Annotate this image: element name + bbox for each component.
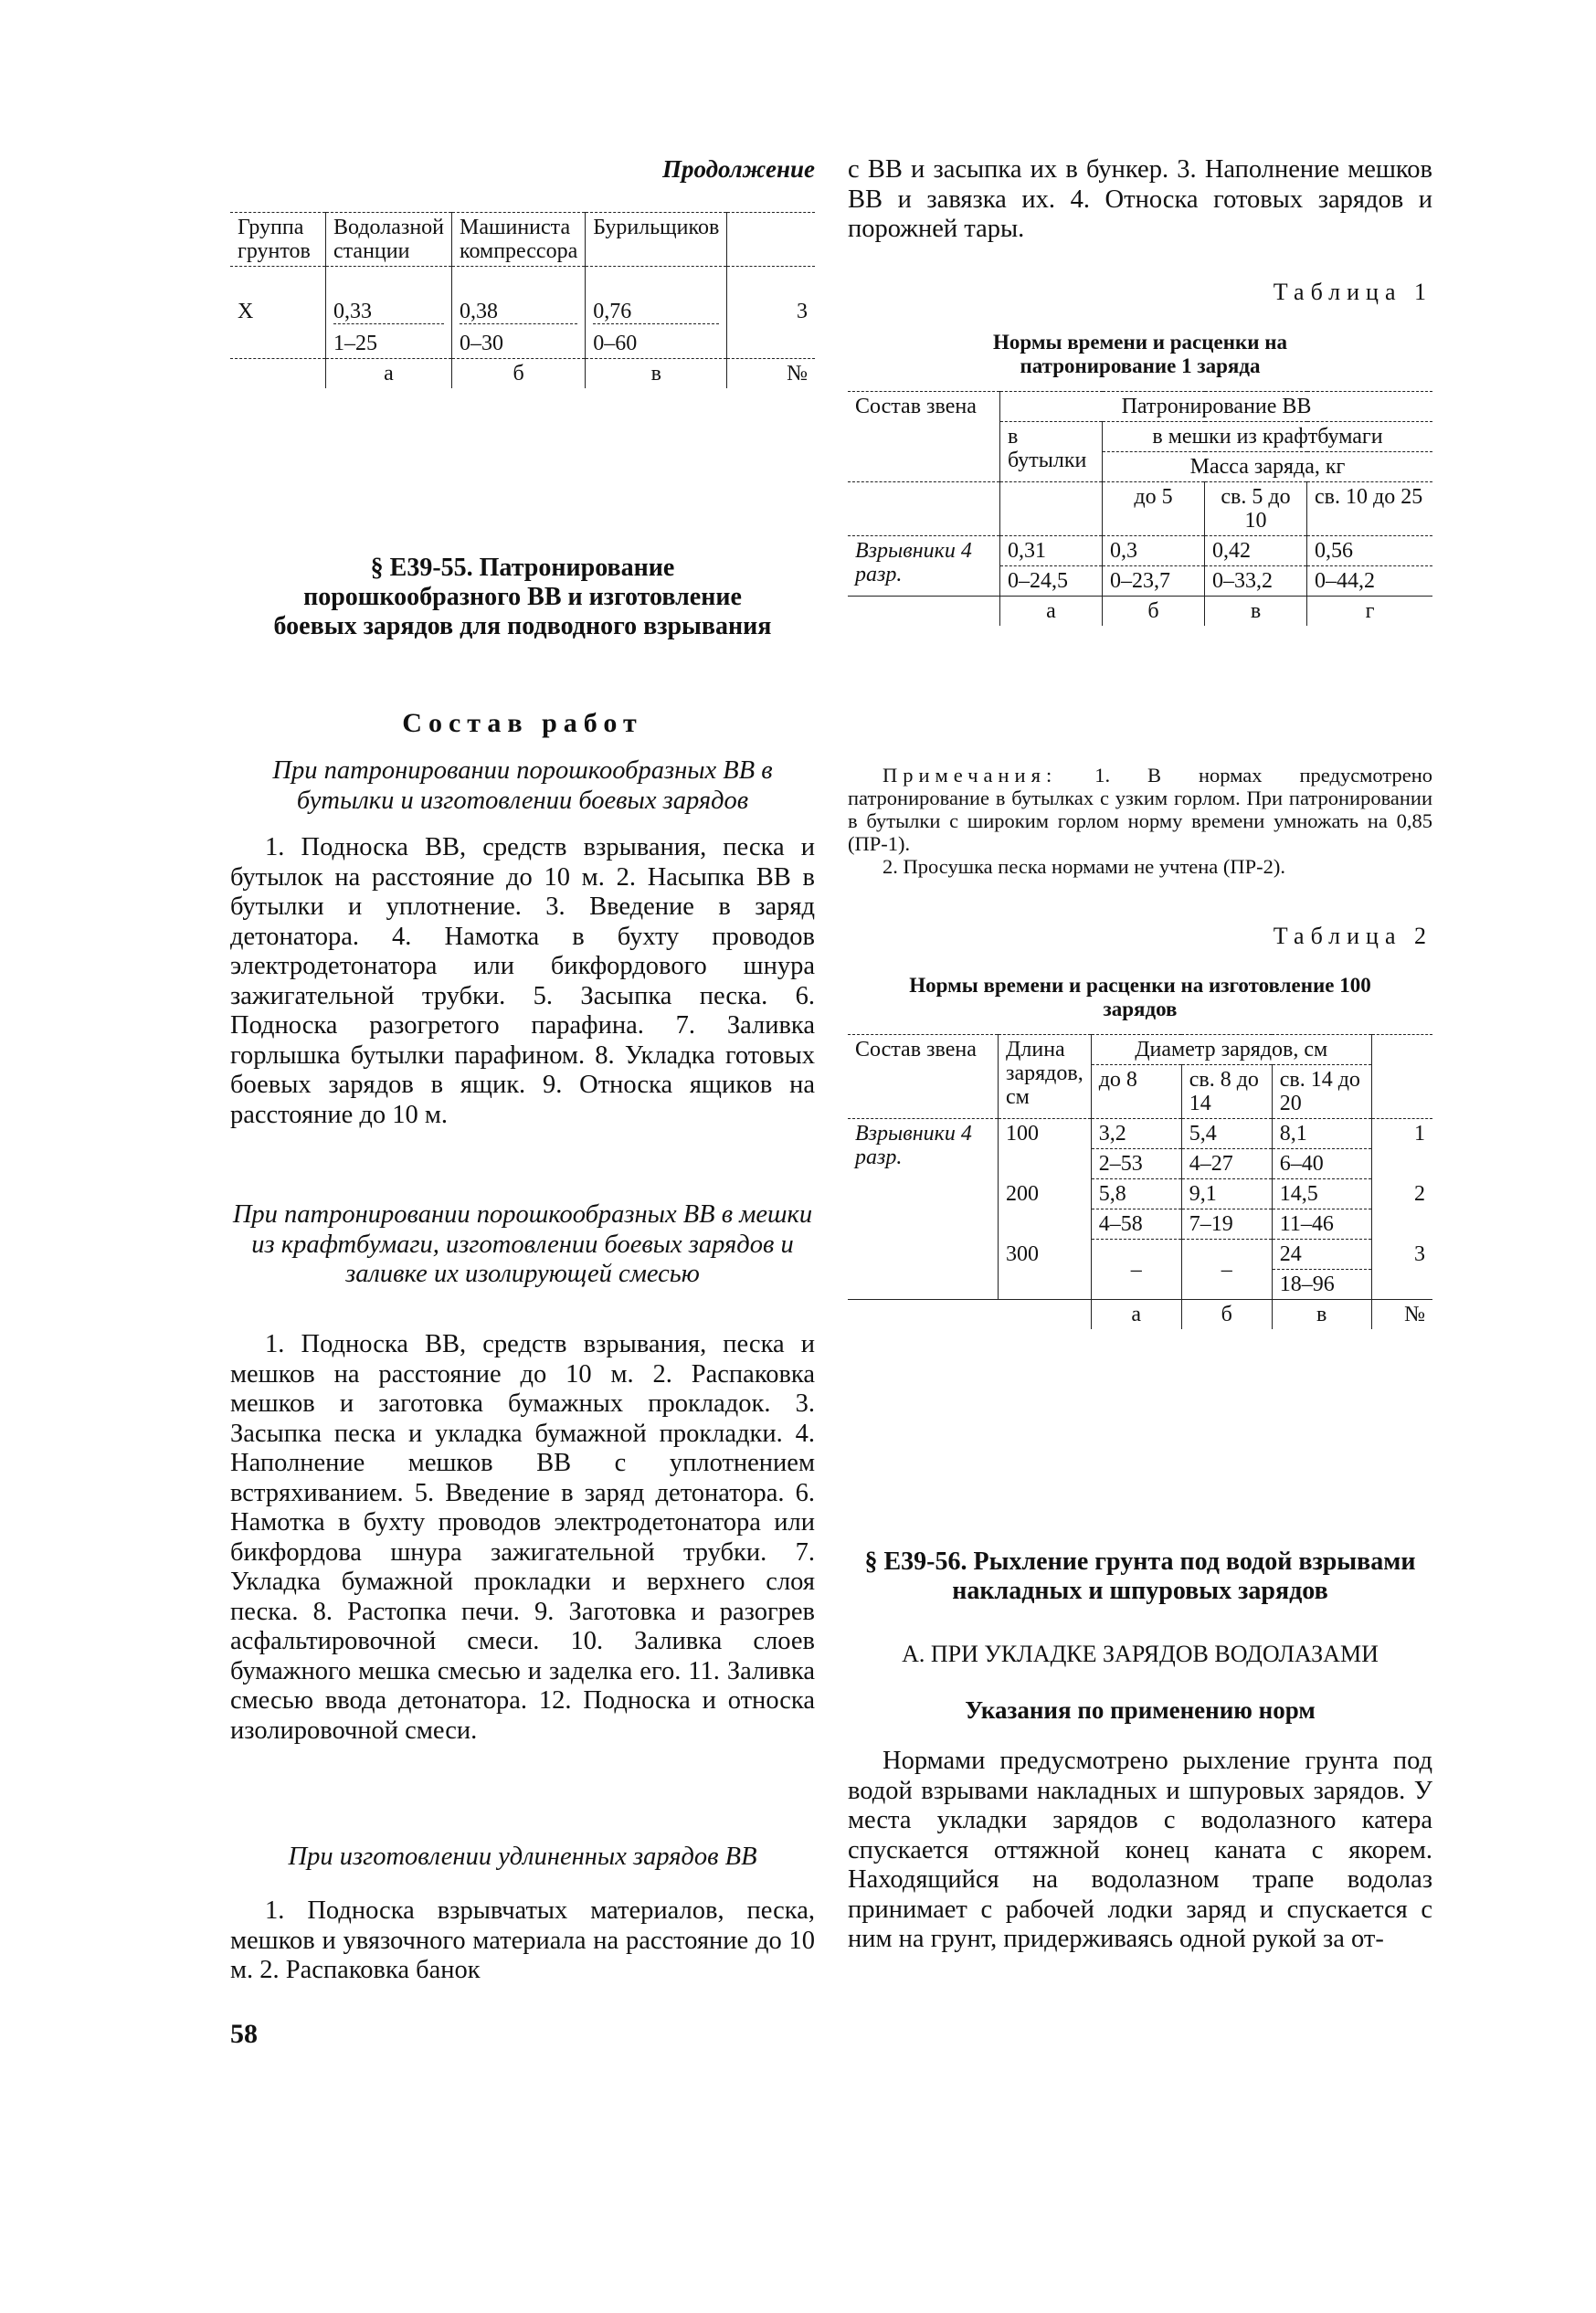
part-a-heading: А. ПРИ УКЛАДКЕ ЗАРЯДОВ ВОДОЛАЗАМИ	[902, 1641, 1379, 1667]
table1-title: Нормы времени и расценки на патронирование 1 заряда	[993, 331, 1287, 377]
t1-mass-col: до 5	[1103, 482, 1205, 536]
t1-price: 0–24,5	[1000, 566, 1103, 597]
paragraph-bags: 1. Подноска ВВ, средств взрывания, песка и мешков на расстояние до 10 м. 2. Распаковка мешков и заготовка бумажных прокладок. 3. Засыпка песка и укладка бумажной прокладки. 4. Наполнение мешков ВВ с уплотнением встряхиванием. 5. Введение в заряд детонатора. 6. Намотка в бухту проводов электродетонатора или бикфордова шнура зажигательной трубки. 7. Укладка бумажной прокладки и верхнего слоя песка. 8. Растопка печи. 9. Заготовка и разогрев асфальтировочной смеси. 10. Заливка слоев бумажного мешка смесью и заделка его. 11. Заливка смесью ввода детонатора. 12. Подноска и относка изолировочной смеси.	[230, 1330, 815, 1745]
t2-value: 5,4	[1181, 1119, 1272, 1149]
paragraph-elongated: 1. Подноска взрывчатых материалов, песка, мешков и увязочного материала на расстояние до 10 м. 2. Распаковка банок	[230, 1896, 815, 1984]
work-heading: Состав работ	[402, 708, 643, 738]
t2-row-no: 2	[1371, 1179, 1432, 1240]
header-diver: Водолазной станции	[326, 213, 452, 267]
note-1: 1. В нормах предусмотрено патронирование в бутылках с узким горлом. При патронировании в бутылки с широким горлом норму времени умножать на 0,85 (ПР-1).	[848, 764, 1433, 855]
t1-mass-col: св. 10 до 25	[1307, 482, 1433, 536]
guidance-heading: Указания по применению норм	[965, 1696, 1316, 1724]
t1-price: 0–33,2	[1205, 566, 1307, 597]
t1-col-bags: в мешки из крафтбумаги	[1103, 422, 1433, 452]
footer-cell: №	[727, 359, 815, 389]
t1-col-mass: Масса заряда, кг	[1103, 452, 1433, 482]
t1-row-staff: Взрывники 4 разр.	[848, 536, 1000, 597]
t1-mass-col: св. 5 до 10	[1205, 482, 1307, 536]
t2-footer: №	[1371, 1300, 1432, 1330]
t2-value: –	[1181, 1240, 1272, 1300]
t2-col-diam: Диаметр зарядов, см	[1091, 1035, 1371, 1065]
t2-price: 11–46	[1272, 1209, 1371, 1240]
t1-col-bottles: в бутылки	[1000, 422, 1103, 482]
t1-price: 0–23,7	[1103, 566, 1205, 597]
row-number: 3	[727, 267, 815, 359]
t1-footer: в	[1205, 597, 1307, 627]
t2-value: 3,2	[1091, 1119, 1181, 1149]
t2-value: 9,1	[1181, 1179, 1272, 1209]
page-number: 58	[230, 2019, 258, 2049]
t2-footer: в	[1272, 1300, 1371, 1330]
t2-value: 5,8	[1091, 1179, 1181, 1209]
note-2: 2. Просушка песка нормами не учтена (ПР-2).	[883, 855, 1286, 878]
t2-price: 6–40	[1272, 1149, 1371, 1179]
t2-value: –	[1091, 1240, 1181, 1300]
header-drillers: Бурильщиков	[586, 213, 727, 267]
table2-title: Нормы времени и расценки на изготовление 100 зарядов	[909, 974, 1371, 1020]
t2-row-no: 3	[1371, 1240, 1432, 1300]
footer-cell: б	[452, 359, 586, 389]
header-group: Группа грунтов	[230, 213, 326, 267]
footer-cell: в	[586, 359, 727, 389]
t2-price: 2–53	[1091, 1149, 1181, 1179]
value-cell: 0,33	[333, 300, 444, 324]
section2-title: § Е39-56. Рыхление грунта под водой взрывами накладных и шпуровых зарядов	[864, 1547, 1416, 1605]
t2-len: 200	[999, 1179, 1092, 1240]
t2-row-no: 1	[1371, 1119, 1432, 1179]
t1-footer: б	[1103, 597, 1205, 627]
table1	[848, 391, 1432, 626]
row-label: X	[238, 300, 254, 323]
paragraph-bottles: 1. Подноска ВВ, средств взрывания, песка и бутылок на расстояние до 10 м. 2. Насыпка ВВ в бутылки и уплотнение. 3. Введение в заряд детонатора. 4. Намотка в бухту проводов электродетонатора или бикфордового шнура зажигательной трубки. 5. Засыпка песка. 6. Подноска разогретого парафина. 7. Заливка горлышка бутылки парафином. 8. Укладка готовых боевых зарядов в ящик. 9. Относка ящиков на расстояние до 10 м.	[230, 833, 815, 1129]
t1-value: 0,42	[1205, 536, 1307, 566]
table2-label: Таблица 2	[1273, 923, 1432, 949]
t2-price: 4–27	[1181, 1149, 1272, 1179]
t2-footer: а	[1091, 1300, 1181, 1330]
notes	[848, 764, 1432, 878]
t1-col-staff: Состав звена	[848, 392, 1000, 482]
price-cell: 0–60	[593, 332, 638, 355]
top-table	[230, 212, 815, 388]
t2-diam-col: до 8	[1091, 1065, 1181, 1119]
paragraph-bottom: Нормами предусмотрено рыхление грунта под водой взрывами накладных и шпуровых зарядов. У места укладки зарядов с водолазного катера спускается оттяжной конец каната с якорем. Находящийся на водолазном трапе водолаз принимает с рабочей лодки заряд и спускается с ним на грунт, придерживаясь одной рукой за от-	[848, 1747, 1432, 1953]
t2-diam-col: св. 8 до 14	[1181, 1065, 1272, 1119]
t2-row-staff: Взрывники 4 разр.	[855, 1122, 972, 1169]
t2-price: 4–58	[1091, 1209, 1181, 1240]
t1-value: 0,3	[1103, 536, 1205, 566]
t1-price: 0–44,2	[1307, 566, 1433, 597]
t2-footer: б	[1181, 1300, 1272, 1330]
header-compressor: Машиниста компрессора	[452, 213, 586, 267]
section-title: § Е39-55. Патронирование порошкообразного ВВ и изготовление боевых зарядов для подводного взрывания	[273, 554, 772, 640]
value-cell: 0,38	[460, 300, 577, 324]
header-empty	[727, 213, 815, 267]
price-cell: 1–25	[333, 332, 377, 355]
table2	[848, 1034, 1432, 1329]
continuation-label: Продолжение	[661, 155, 815, 183]
t2-price: 7–19	[1181, 1209, 1272, 1240]
t2-value: 24	[1272, 1240, 1371, 1270]
paragraph-top: с ВВ и засыпка их в бункер. 3. Наполнение мешков ВВ и завязка их. 4. Относка готовых зарядов и порожней тары.	[848, 155, 1432, 243]
value-cell: 0,76	[593, 300, 719, 324]
t1-footer: г	[1307, 597, 1433, 627]
t1-value: 0,56	[1307, 536, 1433, 566]
subheading-bottles: При патронировании порошкообразных ВВ в бутылки и изготовлении боевых зарядов	[272, 756, 773, 815]
notes-label: Примечания:	[883, 764, 1058, 787]
t2-col-len: Длина зарядов, см	[999, 1035, 1092, 1119]
t2-value: 14,5	[1272, 1179, 1371, 1209]
t2-col-staff: Состав звена	[848, 1035, 999, 1119]
t2-len: 100	[999, 1119, 1092, 1179]
t2-value: 8,1	[1272, 1119, 1371, 1149]
t2-price: 18–96	[1272, 1270, 1371, 1300]
subheading-elongated: При изготовлении удлиненных зарядов ВВ	[288, 1843, 757, 1871]
t2-diam-col: св. 14 до 20	[1272, 1065, 1371, 1119]
price-cell: 0–30	[460, 332, 504, 355]
table1-label: Таблица 1	[1273, 279, 1432, 305]
t1-footer: а	[1000, 597, 1103, 627]
subheading-bags: При патронировании порошкообразных ВВ в мешки из крафтбумаги, изготовлении боевых зарядов и заливке их изолирующей смесью	[232, 1200, 813, 1288]
t1-col-group: Патронирование ВВ	[1000, 392, 1433, 422]
t2-len: 300	[999, 1240, 1092, 1300]
t1-value: 0,31	[1000, 536, 1103, 566]
footer-cell: а	[326, 359, 452, 389]
